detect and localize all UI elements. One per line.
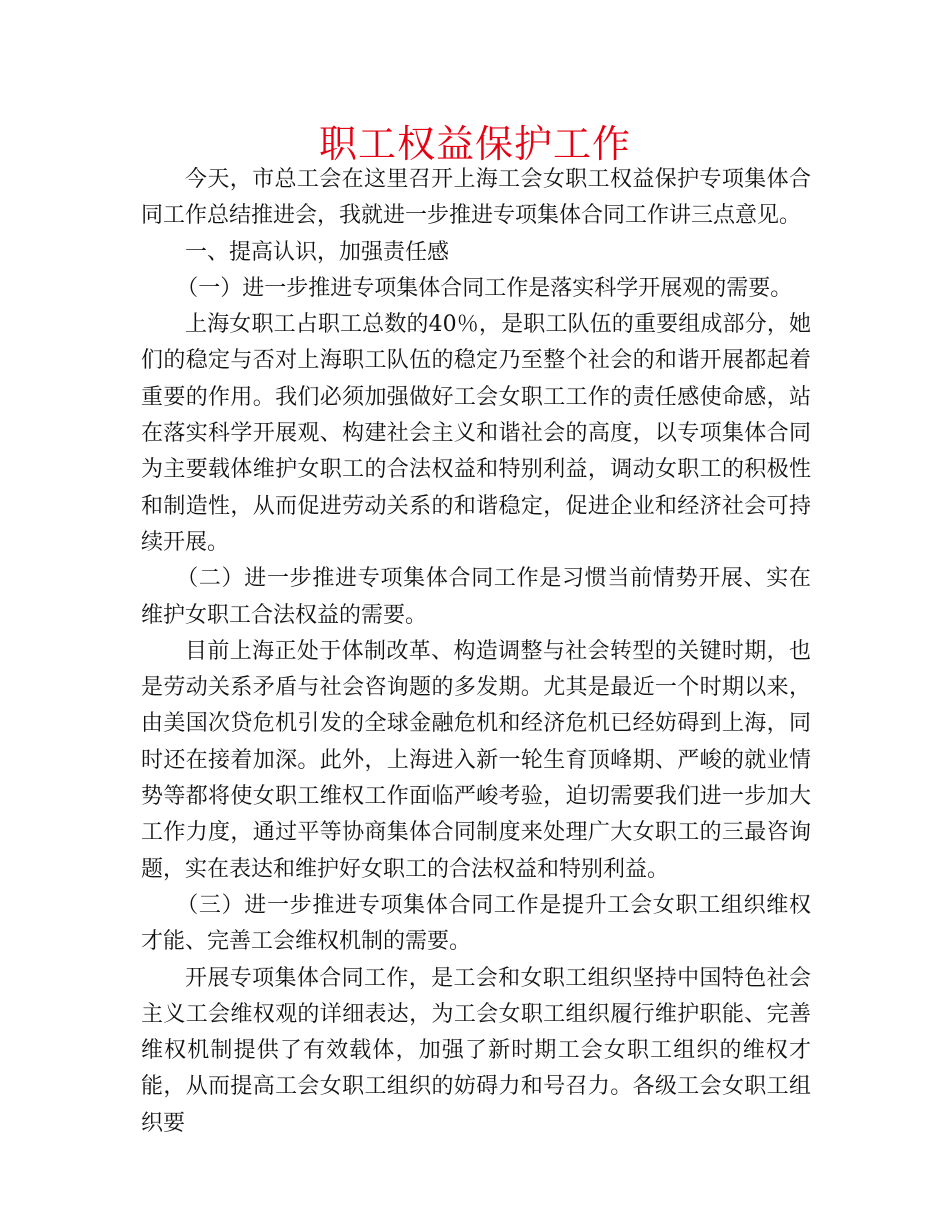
document-body — [141, 162, 811, 1142]
paragraph-1: 上海女职工占职工总数的40％，是职工队伍的重要组成部分，她们的稳定与否对上海职工队伍的稳定乃至整个社会的和谐开展都起着重要的作用。我们必须加强做好工会女职工工作的责任感使命感，站在落实科学开展观、构建社会主义和谐社会的高度，以专项集体合同为主要载体维护女职工的合法权益和特别利益，调动女职工的积极性和制造性，从而促进劳动关系的和谐稳定，促进企业和经济社会可持续开展。 — [141, 312, 811, 555]
subsection-heading-3: （三）进一步推进专项集体合同工作是提升工会女职工组织维权才能、完善工会维权机制的需要。 — [141, 892, 811, 955]
paragraph-intro: 今天，市总工会在这里召开上海工会女职工权益保护专项集体合同工作总结推进会，我就进一步推进专项集体合同工作讲三点意见。 — [141, 167, 811, 229]
paragraph-2: 目前上海正处于体制改革、构造调整与社会转型的关键时期，也是劳动关系矛盾与社会咨询题的多发期。尤其是最近一个时期以来，由美国次贷危机引发的全球金融危机和经济危机已经妨碍到上海，同时还在接着加深。此外，上海进入新一轮生育顶峰期、严峻的就业情势等都将使女职工维权工作面临严峻考验，迫切需要我们进一步加大工作力度，通过平等协商集体合同制度来处理广大女职工的三最咨询题，实在表达和维护好女职工的合法权益和特别利益。 — [141, 638, 811, 882]
subsection-heading-1: （一）进一步推进专项集体合同工作是落实科学开展观的需要。 — [176, 275, 793, 301]
paragraph-3: 开展专项集体合同工作，是工会和女职工组织坚持中国特色社会主义工会维权观的详细表达，为工会女职工组织履行维护职能、完善维权机制提供了有效载体，加强了新时期工会女职工组织的维权才能，从而提高工会女职工组织的妨碍力和号召力。各级工会女职工组织要 — [141, 965, 811, 1136]
subsection-heading-2: （二）进一步推进专项集体合同工作是习惯当前情势开展、实在维护女职工合法权益的需要。 — [141, 566, 811, 628]
document-title: 职工权益保护工作 — [318, 122, 631, 166]
section-heading-1: 一、提高认识，加强责任感 — [185, 239, 450, 265]
